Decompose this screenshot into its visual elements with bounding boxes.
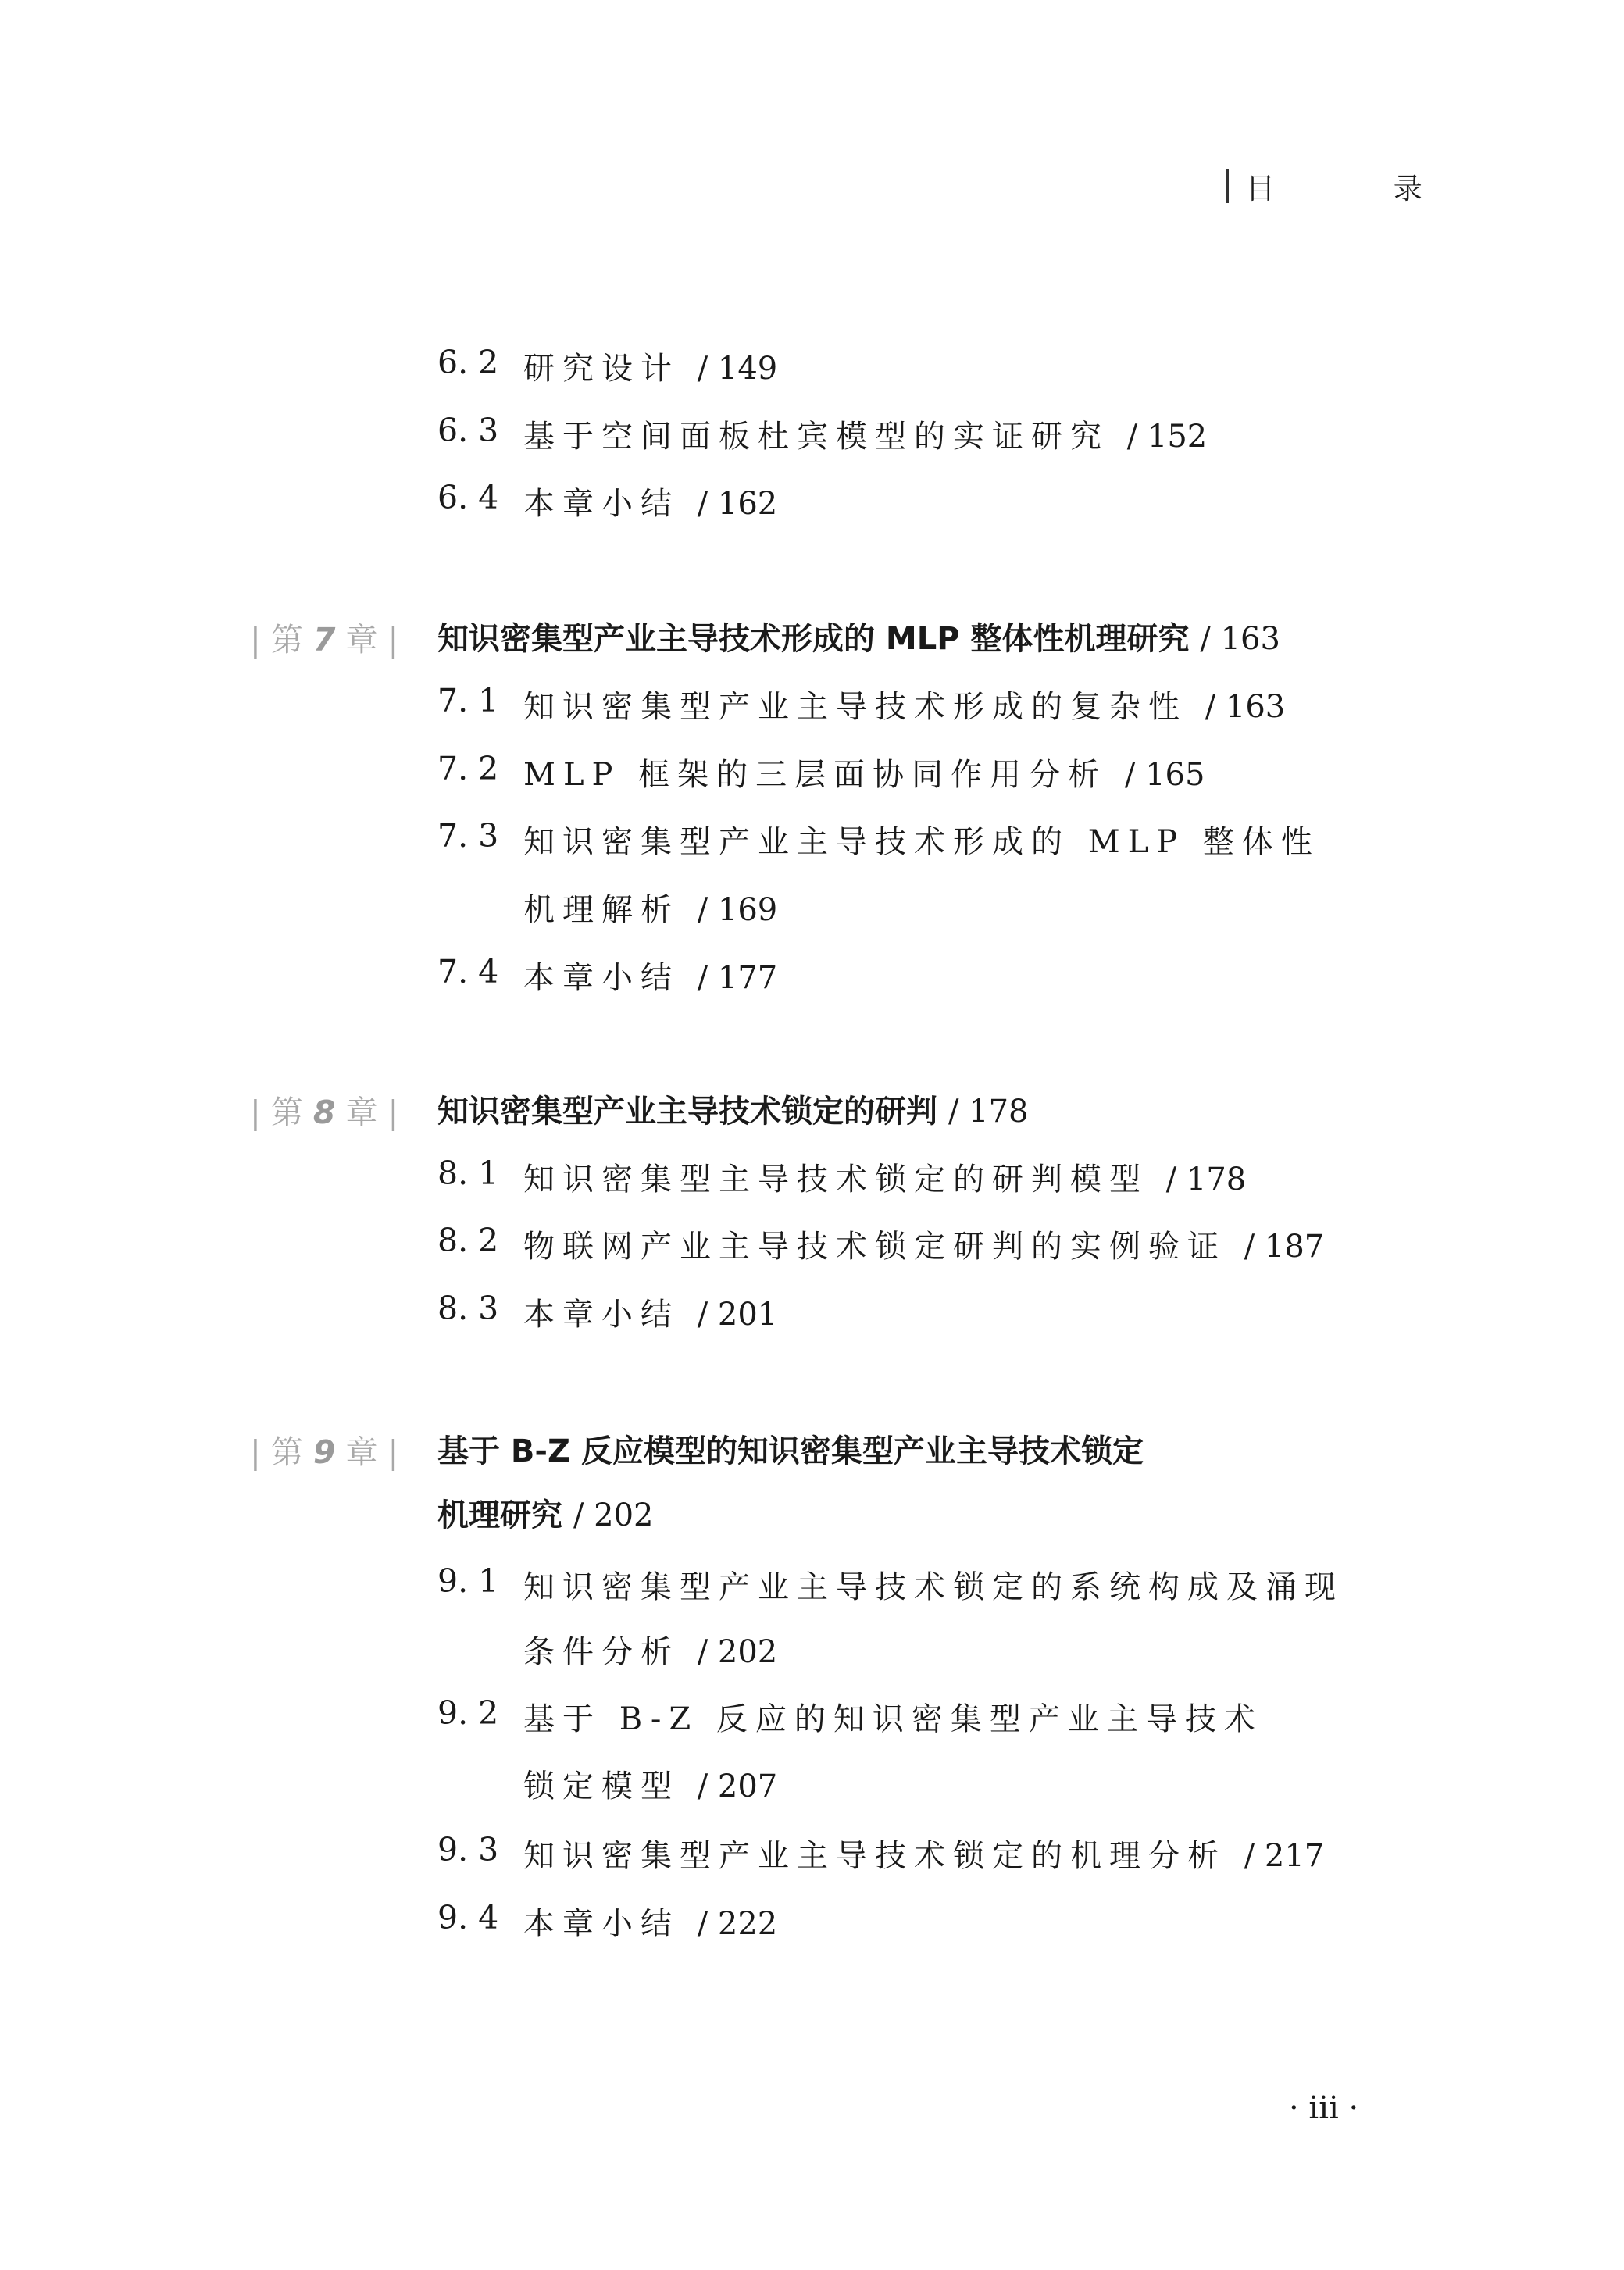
page-ref: / 202	[697, 1634, 778, 1670]
section-title: 知识密集型产业主导技术形成的 MLP 整体性	[523, 824, 1320, 860]
section-title: 基于 B-Z 反应的知识密集型产业主导技术	[523, 1701, 1263, 1737]
page-ref: / 187	[1244, 1229, 1325, 1265]
header-divider	[1226, 169, 1229, 203]
chapter-title-continued: 机理研究 / 202	[437, 1497, 654, 1533]
section-number: 6. 4	[437, 479, 499, 516]
page-ref: / 207	[697, 1769, 778, 1804]
running-header	[1226, 167, 1477, 205]
page-ref: / 163	[1200, 621, 1280, 657]
chapter-title: 基于 B-Z 反应模型的知识密集型产业主导技术锁定	[437, 1433, 1144, 1469]
chapter-label: | 第 9 章 |	[250, 1433, 399, 1471]
section-title: 本章小结 / 201	[523, 1297, 778, 1333]
page-number: · iii ·	[1289, 2090, 1359, 2126]
section-title: 基于空间面板杜宾模型的实证研究 / 152	[523, 419, 1208, 455]
section-number: 8. 2	[437, 1222, 499, 1259]
page-ref: / 177	[697, 960, 778, 996]
section-number: 7. 3	[437, 817, 499, 855]
section-number: 8. 1	[437, 1155, 499, 1192]
section-number: 7. 4	[437, 953, 499, 990]
section-title: 本章小结 / 222	[523, 1906, 778, 1942]
section-title: MLP 框架的三层面协同作用分析 / 165	[523, 757, 1205, 793]
section-title-continued: 锁定模型 / 207	[523, 1769, 778, 1804]
page-ref: / 178	[948, 1094, 1029, 1130]
chapter-title: 知识密集型产业主导技术锁定的研判 / 178	[437, 1094, 1029, 1130]
section-number: 6. 2	[437, 344, 499, 381]
section-title-continued: 条件分析 / 202	[523, 1634, 778, 1670]
section-number: 8. 3	[437, 1290, 499, 1327]
section-number: 7. 2	[437, 750, 499, 787]
header-title: 目 录	[1246, 172, 1477, 205]
page-ref: / 163	[1205, 689, 1286, 725]
page-ref: / 217	[1244, 1838, 1325, 1874]
section-title: 研究设计 / 149	[523, 351, 778, 387]
section-number: 6. 3	[437, 412, 499, 449]
section-number: 9. 1	[437, 1562, 499, 1600]
page-ref: / 149	[697, 351, 778, 387]
section-number: 9. 2	[437, 1694, 499, 1732]
page-ref: / 202	[573, 1497, 654, 1533]
section-number: 7. 1	[437, 682, 499, 719]
chapter-label: | 第 7 章 |	[250, 621, 399, 659]
section-number: 9. 3	[437, 1831, 499, 1868]
chapter-title: 知识密集型产业主导技术形成的 MLP 整体性机理研究 / 163	[437, 621, 1280, 657]
section-title: 知识密集型产业主导技术锁定的机理分析 / 217	[523, 1838, 1325, 1874]
page-ref: / 169	[697, 892, 778, 928]
page-ref: / 165	[1124, 757, 1205, 793]
section-number: 9. 4	[437, 1899, 499, 1936]
section-title: 知识密集型产业主导技术形成的复杂性 / 163	[523, 689, 1286, 725]
section-title: 物联网产业主导技术锁定研判的实例验证 / 187	[523, 1229, 1325, 1265]
section-title-continued: 机理解析 / 169	[523, 892, 778, 928]
page-ref: / 222	[697, 1906, 778, 1942]
section-title: 本章小结 / 177	[523, 960, 778, 996]
page-ref: / 152	[1126, 419, 1208, 455]
section-title: 知识密集型产业主导技术锁定的系统构成及涌现	[523, 1569, 1344, 1605]
section-title: 本章小结 / 162	[523, 486, 778, 522]
chapter-label: | 第 8 章 |	[250, 1094, 399, 1131]
page-ref: / 178	[1165, 1162, 1247, 1197]
page-ref: / 201	[697, 1297, 778, 1333]
section-title: 知识密集型主导技术锁定的研判模型 / 178	[523, 1162, 1247, 1197]
page-ref: / 162	[697, 486, 778, 522]
